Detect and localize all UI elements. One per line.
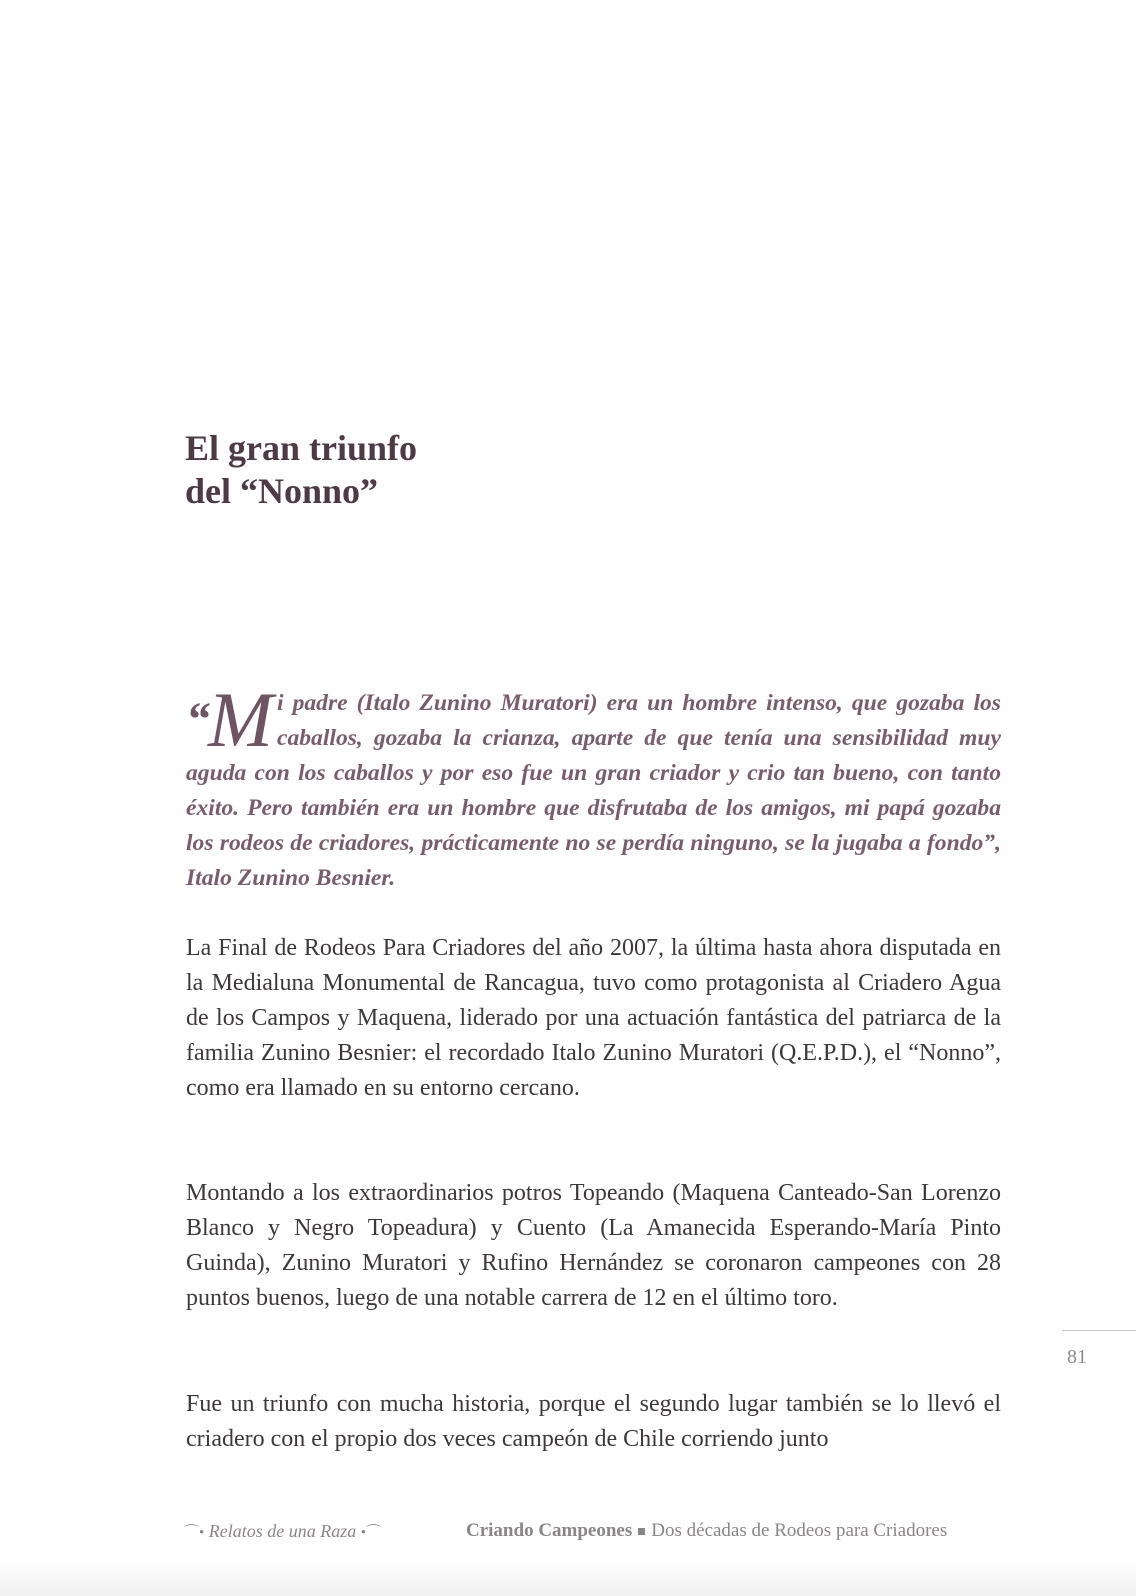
- quote-text: i padre (Italo Zunino Muratori) era un hombre intenso, que gozaba los caballos, gozaba la crianza, aparte de que tenía una sensibilidad muy aguda con los caballos y por eso fue un gran criador y crio tan bueno, con tanto éxito. Pero también era un hombre que disfrutaba de los amigos, mi papá gozaba los rodeos de criadores, prácticamente no se perdía ninguno, se la jugaba a fondo”, Italo Zunino Besnier.: [186, 690, 1001, 891]
- chapter-title-line-1: El gran triunfo: [185, 428, 418, 468]
- footer-book: [466, 1520, 947, 1542]
- drop-cap-letter: M: [208, 676, 273, 763]
- footer-ornament-right: •⌒: [360, 1525, 382, 1541]
- body-paragraph-2: Montando a los extraordinarios potros Topeando (Maquena Canteado-San Lorenzo Blanco y Negro Topeadura) y Cuento (La Amanecida Esperando-María Pinto Guinda), Zunino Muratori y Rufino Hernández se coronaron campeones con 28 puntos buenos, luego de una notable carrera de 12 en el último toro.: [186, 1180, 1001, 1311]
- footer-series-title: Relatos de una Raza: [208, 1521, 357, 1541]
- opening-quotation-mark: “: [186, 693, 208, 746]
- drop-cap: [186, 676, 273, 763]
- page-number: 81: [1067, 1346, 1087, 1368]
- body-paragraph-1: La Final de Rodeos Para Criadores del año 2007, la última hasta ahora disputada en la Medialuna Monumental de Rancagua, tuvo como protagonista al Criadero Agua de los Campos y Maquena, liderado por una actuación fantástica del patriarca de la familia Zunino Besnier: el recordado Italo Zunino Muratori (Q.E.P.D.), el “Nonno”, como era llamado en su entorno cercano.: [186, 935, 1001, 1101]
- body-paragraph-3: Fue un triunfo con mucha historia, porque el segundo lugar también se lo llevó el criadero con el propio dos veces campeón de Chile corriendo junto: [186, 1391, 1001, 1452]
- footer-separator-square: [638, 1528, 645, 1535]
- footer-series: [184, 1521, 381, 1542]
- chapter-title-line-2: del “Nonno”: [185, 471, 379, 511]
- page-bottom-shade: [0, 1560, 1136, 1596]
- footer-ornament-left: ⌒•: [184, 1525, 205, 1541]
- page-number-rule: [1062, 1330, 1136, 1331]
- footer-book-subtitle: Dos décadas de Rodeos para Criadores: [651, 1520, 948, 1541]
- footer-book-title: Criando Campeones: [466, 1520, 633, 1541]
- chapter-title: [185, 427, 705, 513]
- opening-quote: [186, 676, 1001, 896]
